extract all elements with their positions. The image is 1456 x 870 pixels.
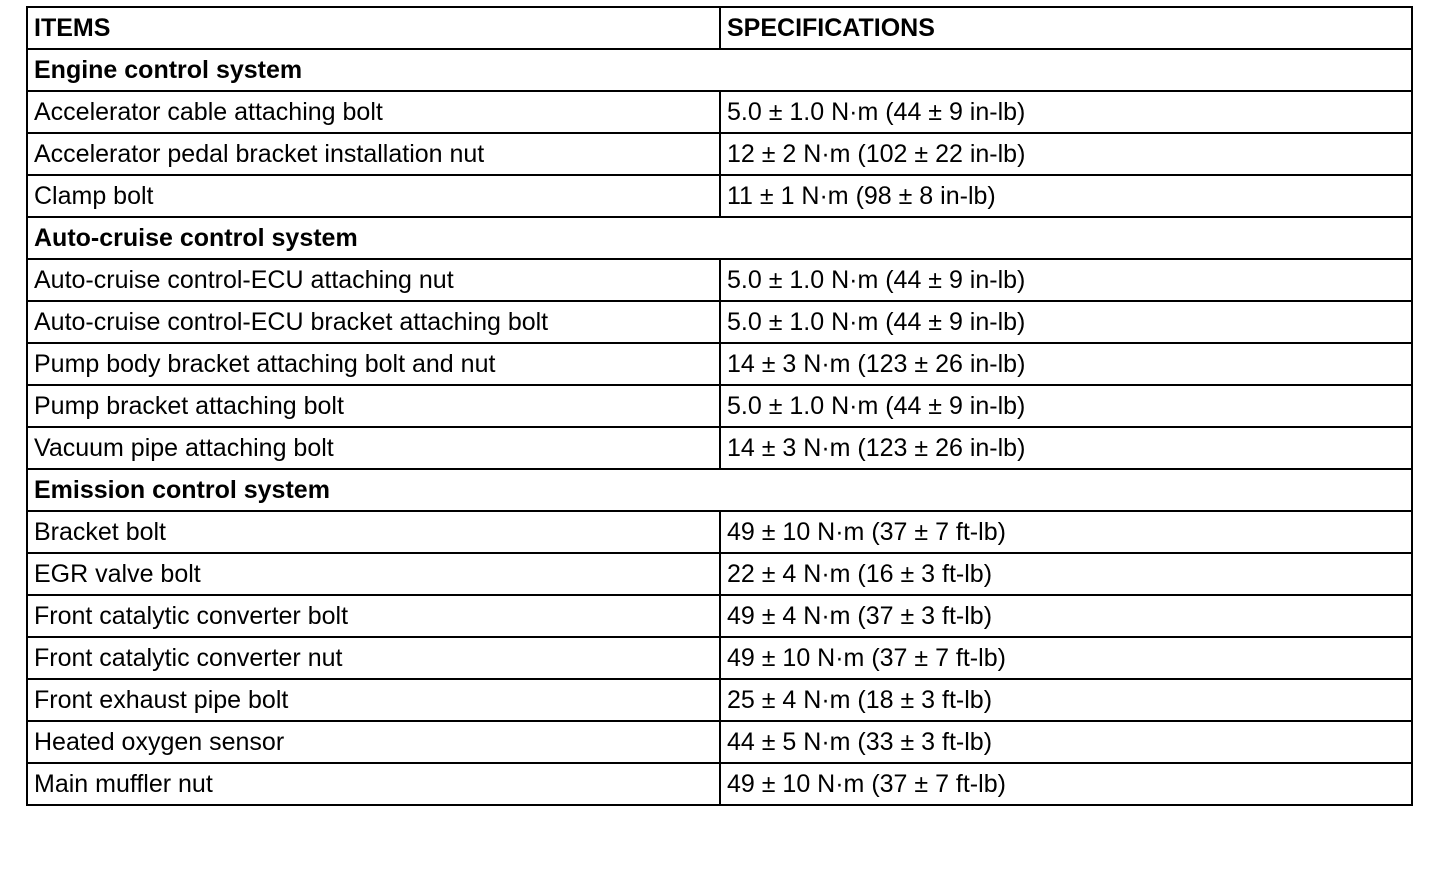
table-row <box>27 301 1412 343</box>
table-row <box>27 511 1412 553</box>
spec-cell: 25 ± 4 N·m (18 ± 3 ft-lb) <box>720 679 1412 721</box>
item-cell: Auto-cruise control-ECU attaching nut <box>27 259 720 301</box>
table-row <box>27 427 1412 469</box>
spec-cell: 49 ± 10 N·m (37 ± 7 ft-lb) <box>720 763 1412 805</box>
table-row <box>27 343 1412 385</box>
spec-cell: 49 ± 4 N·m (37 ± 3 ft-lb) <box>720 595 1412 637</box>
table-row <box>27 679 1412 721</box>
spec-cell: 5.0 ± 1.0 N·m (44 ± 9 in-lb) <box>720 91 1412 133</box>
table-row <box>27 721 1412 763</box>
table-body <box>27 49 1412 805</box>
spec-cell: 11 ± 1 N·m (98 ± 8 in-lb) <box>720 175 1412 217</box>
spec-cell: 14 ± 3 N·m (123 ± 26 in-lb) <box>720 427 1412 469</box>
item-cell: EGR valve bolt <box>27 553 720 595</box>
header-items: ITEMS <box>27 7 720 49</box>
item-cell: Clamp bolt <box>27 175 720 217</box>
table-row <box>27 595 1412 637</box>
table-row <box>27 553 1412 595</box>
item-cell: Accelerator pedal bracket installation nut <box>27 133 720 175</box>
table-row <box>27 385 1412 427</box>
table-row <box>27 259 1412 301</box>
item-cell: Heated oxygen sensor <box>27 721 720 763</box>
item-cell: Accelerator cable attaching bolt <box>27 91 720 133</box>
section-title: Emission control system <box>27 469 1412 511</box>
item-cell: Pump body bracket attaching bolt and nut <box>27 343 720 385</box>
spec-cell: 12 ± 2 N·m (102 ± 22 in-lb) <box>720 133 1412 175</box>
section-row <box>27 49 1412 91</box>
section-title: Engine control system <box>27 49 1412 91</box>
item-cell: Front catalytic converter nut <box>27 637 720 679</box>
item-cell: Front exhaust pipe bolt <box>27 679 720 721</box>
section-row <box>27 217 1412 259</box>
table-row <box>27 175 1412 217</box>
table-row <box>27 133 1412 175</box>
spec-cell: 49 ± 10 N·m (37 ± 7 ft-lb) <box>720 637 1412 679</box>
header-specifications: SPECIFICATIONS <box>720 7 1412 49</box>
header-row <box>27 7 1412 49</box>
table-row <box>27 637 1412 679</box>
spec-cell: 5.0 ± 1.0 N·m (44 ± 9 in-lb) <box>720 385 1412 427</box>
item-cell: Front catalytic converter bolt <box>27 595 720 637</box>
specifications-table <box>26 6 1413 806</box>
table-row <box>27 763 1412 805</box>
spec-cell: 49 ± 10 N·m (37 ± 7 ft-lb) <box>720 511 1412 553</box>
spec-cell: 44 ± 5 N·m (33 ± 3 ft-lb) <box>720 721 1412 763</box>
item-cell: Auto-cruise control-ECU bracket attaching bolt <box>27 301 720 343</box>
spec-cell: 5.0 ± 1.0 N·m (44 ± 9 in-lb) <box>720 301 1412 343</box>
spec-cell: 22 ± 4 N·m (16 ± 3 ft-lb) <box>720 553 1412 595</box>
item-cell: Bracket bolt <box>27 511 720 553</box>
section-title: Auto-cruise control system <box>27 217 1412 259</box>
item-cell: Vacuum pipe attaching bolt <box>27 427 720 469</box>
spec-cell: 14 ± 3 N·m (123 ± 26 in-lb) <box>720 343 1412 385</box>
item-cell: Main muffler nut <box>27 763 720 805</box>
section-row <box>27 469 1412 511</box>
spec-cell: 5.0 ± 1.0 N·m (44 ± 9 in-lb) <box>720 259 1412 301</box>
item-cell: Pump bracket attaching bolt <box>27 385 720 427</box>
table-row <box>27 91 1412 133</box>
